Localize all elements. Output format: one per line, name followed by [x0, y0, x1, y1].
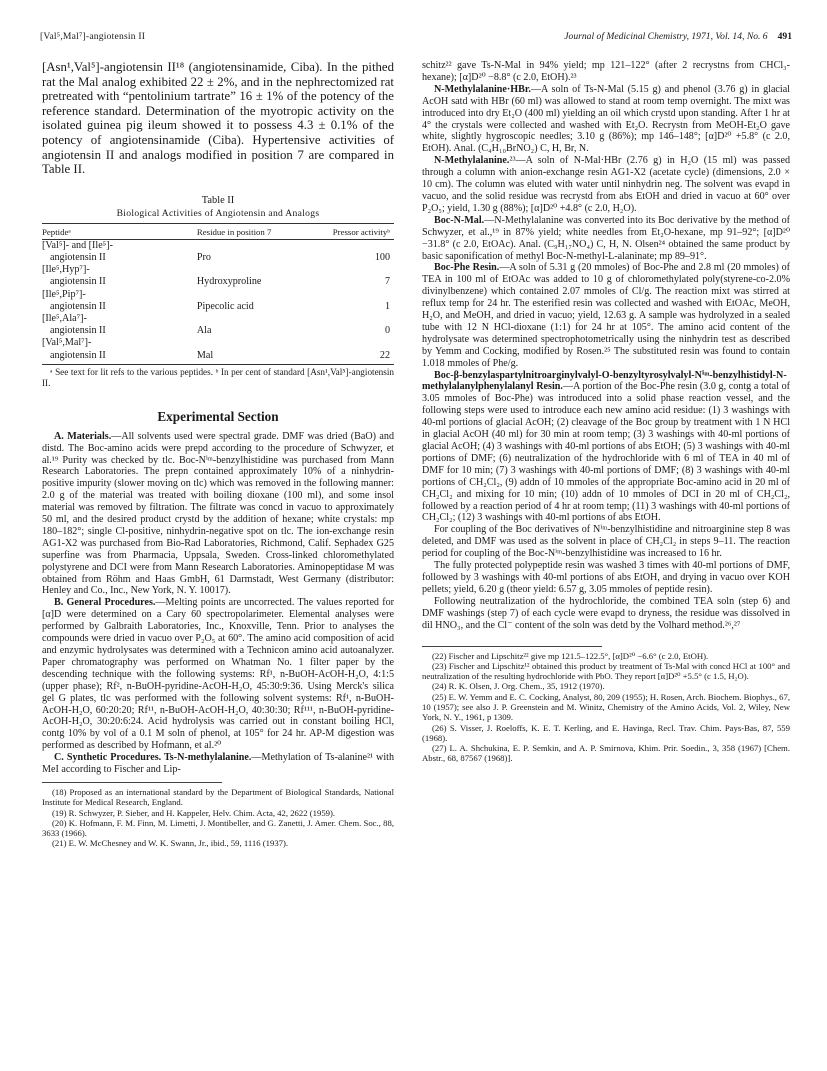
running-title: [Val⁵,Mal⁷]-angiotensin II	[40, 31, 146, 42]
activity-table	[42, 223, 394, 365]
table-row	[42, 350, 394, 365]
residue-cell: Ala	[196, 325, 212, 337]
footnote: (20) K. Hofmann, F. M. Finn, M. Limetti, J. Montibeller, and G. Zanetti, J. Amer. Chem. Soc., 88, 3633 (1966).	[42, 817, 394, 839]
general-procedures-text: —Melting points are uncorrected. The values reported for [α]D were determined on a Cary 60 spectropolarimeter. Elemental analyses were performed by Galbraith Laboratories, Inc., Knoxville, Tenn. Prior to analyses the compounds were dried in vacuo over P₂O₅ at 60°. The amino acid composition of acid and enzymic hydrolysates was determined with a Technicon amino acid autoanalyzer. Paper chromatography was performed on Whatman No. 1 filter paper by the descending technique with the following systems: Rf¹, n-BuOH-AcOH-H₂O, 4:1:5 (upper phase); Rf², n-BuOH-pyridine-AcOH-H₂O, 45:30:9:36. Using Merck's silica gel G plates, tlc was performed with the following solvent systems: Rf¹, n-BuOH-AcOH-H₂O, 60:20:20; Rf¹¹, n-BuOH-AcOH-H₂O, 40:30:30; Rf¹¹¹, n-BuOH-pyridine-AcOH-H₂O, 30:20:6:24. Acid hydrolysis was carried out in constant boiling HCl, contg 10% by vol of a 0.1 M soln of phenol, at 105° for 24 hr. AP-M digestion was performed as described by Hofmann, et al.²⁰	[42, 597, 394, 752]
activity-cell: 22	[379, 349, 390, 361]
journal-line: Journal of Medicinal Chemistry, 1971, Vol. 14, No. 6	[564, 31, 768, 42]
table-row	[42, 252, 394, 264]
peptide-cell: [Val⁵,Mal⁷]-	[42, 337, 92, 349]
table-row	[42, 264, 394, 276]
right-column	[422, 60, 790, 764]
peptide-cell: angiotensin II	[50, 251, 106, 263]
boc-mal-paragraph	[422, 215, 790, 263]
boc-mal-heading: Boc-N-Mal.	[434, 214, 485, 226]
peptide-resin-text: —A portion of the Boc-Phe resin (3.0 g, contg a total of 3.05 mmoles of Boc-Phe) was introduced into a solid phase reaction vessel, and the following steps were used to introduce each new amino acid residue: (1) 3 washings with 40-ml portions of glacial AcOH; (2) cleavage of the Boc group by treatment with 1 N HCl in glacial AcOH (40 ml) for 30 min at room temp; (3) 3 washings with 40-ml portions of glacial AcOH; (4) 3 washings with 40-ml portions of abs EtOH; (5) 3 washings with 40-ml portions of DMF; (6) neutralization of the hydrochloride with 6 ml of TEA in 40 ml of DMF for 10 min; (7) 3 washings with 40-ml portions of DMF; (8) 3 washings with 40-ml portions of CH₂Cl₂, (9) addn of 10 mmoles of the appropriate Boc-amino acid in 20 ml of CH₂Cl₂ and mixing for 10 min; (10) addn of 10 mmoles of DCI in 20 ml of CH₂Cl₂, followed by a reaction period of 4 hr at room temp; (11) 3 washings with 40-ml portions of CH₂Cl₂; (12) 3 washings with 40-ml portions of abs EtOH.	[422, 381, 790, 524]
col-header-residue: Residue in position 7	[197, 223, 324, 239]
table-caption: Biological Activities of Angiotensin and Analogs	[116, 207, 320, 219]
table-row	[42, 301, 394, 313]
coupling-paragraph: For coupling of the Boc derivatives of Nⁱᵐ-benzylhistidine and nitroarginine step 8 was deleted, and DMF was used as the solvent in place of CH₂Cl₂ in steps 9–11. The reaction period for coupling of the Boc-Nⁱᵐ-benzylhistidine was increased to 16 hr.	[422, 524, 790, 560]
journal-citation	[564, 31, 792, 42]
peptide-cell: [Ile⁵,Ala⁷]-	[42, 312, 87, 324]
footnote: (25) E. W. Yemm and E. C. Cocking, Analyst, 80, 209 (1955); H. Rosen, Arch. Biochem. Biophys., 67, 10 (1957); see also J. P. Greenstein and M. Winitz, Chemistry of the Amino Acids, Vol. 2, Wiley, New York, N. Y., 1961, p 1309.	[422, 691, 790, 723]
col-header-activity: Pressor activityᵇ	[324, 223, 394, 239]
methylalanine-text: ²³—A soln of N-Mal·HBr (2.76 g) in H₂O (15 ml) was passed through a column with anion-exchange resin AG1-X2 (acetate cycle) (dimensions, 2.0 × 10 cm). The column was eluted with water until ninhydrin neg. The solvent was evapd in vacuo, and the solid residue was recrystd from abs EtOH and dried in vacuo at 60° over P₂O₅; yield, 1.30 g (88%); [α]D²⁰ +4.8° (c 2.0, H₂O).	[422, 155, 790, 214]
footnote: (19) R. Schwyzer, P. Sieber, and H. Kappeler, Helv. Chim. Acta, 42, 2622 (1959).	[52, 807, 336, 818]
activity-cell: 100	[374, 251, 390, 263]
materials-paragraph	[42, 431, 394, 598]
activity-cell: 0	[384, 325, 390, 337]
table-row	[42, 313, 394, 325]
synthetic-procedures-heading: C. Synthetic Procedures. Ts-N-methylalanine.	[54, 752, 252, 764]
table-row	[42, 325, 394, 337]
methylalanine-paragraph	[422, 155, 790, 215]
activity-cell: 1	[384, 300, 390, 312]
synthetic-procedures-text: —Methylation of Ts-alanine²¹ with MeI according to Fischer and Lip-	[42, 752, 394, 776]
table-row	[42, 239, 394, 252]
col-header-peptide: Peptideᵃ	[42, 223, 197, 239]
running-header	[40, 31, 792, 47]
footnote: (27) L. A. Shchukina, E. P. Semkin, and A. P. Smirnova, Khim. Prir. Soedin., 3, 358 (1967) [Chem. Abstr., 68, 87567 (1968)].	[422, 743, 790, 764]
residue-cell: Hydroxyproline	[196, 276, 262, 288]
left-column	[42, 60, 394, 849]
footnote: (22) Fischer and Lipschitz²² give mp 121.5–122.5°, [α]D²⁰ −6.6° (c 2.0, EtOH).	[432, 650, 709, 661]
methylalanine-hbr-paragraph	[422, 84, 790, 155]
footnote-divider	[422, 646, 602, 647]
materials-heading: A. Materials.	[54, 430, 112, 442]
materials-text: —All solvents used were spectral grade. DMF was dried (BaO) and distd. The Boc-amino acids were prepd according to the procedure of Schwyzer, et al.¹⁹ Purity was checked by tlc. Boc-Nⁱᵐ-benzylhistidine was purchased from Mann Research Laboratories. The prepn contained approximately 10% of a ninhydrin-positive impurity (slower moving on tlc) which was removed in the following manner: 2.0 g of the material was treated with boiling dioxane (100 ml), and some insol material was removed by filtration. The filtrate was concd in vacuo to approximately 50 ml, and the desired product crystd by the addition of hexane; white crystals: mp 180–182°; single Cl-positive, ninhydrin-negative spot on tlc. The ion-exchange resin AG1-X2 was purchased from Bio-Rad Laboratories, Richmond, Calif. Sephadex G25 superfine was from Pharmacia, Uppsala, Sweden. Cross-linked chloromethylated polystyrene and DCI were from Mann Research Laboratories. Aminopeptidase M was obtained from Röhm and Haas GmbH, 61 Darmstadt, West Germany (distributor: Henley and Co., Inc., New York, N. Y. 10017).	[42, 430, 394, 597]
footnote: (18) Proposed as an international standard by the Department of Biological Standards, National Institute for Medical Research, England.	[42, 786, 394, 808]
footnote: (26) S. Visser, J. Roeloffs, K. E. T. Kerling, and E. Havinga, Recl. Trav. Chim. Pays-Bas, 87, 559 (1968).	[422, 722, 790, 743]
peptide-cell: angiotensin II	[50, 300, 106, 312]
table-header-row	[42, 223, 394, 239]
residue-cell: Pro	[196, 251, 211, 263]
peptide-cell: angiotensin II	[50, 325, 106, 337]
general-procedures-heading: B. General Procedures.	[54, 597, 156, 609]
intro-paragraph: [Asn¹,Val⁵]-angiotensin II¹⁸ (angiotensinamide, Ciba). In the pithed rat the Mal analog exhibited 22 ± 2%, and in the nephrectomized rat pretreated with “pentolinium tartrate” 16 ± 1% of the potency of the reference standard. Determination of the myotropic activity on the isolated guinea pig ileum showed it to possess 4.3 ± 0.1% of the potency of angiotensinamide (Ciba). Hypertensive activities of angiotensin II and analogs modified in position 7 are compared in Table II.	[42, 60, 394, 177]
peptide-cell: [Ile⁵,Pip⁷]-	[42, 288, 86, 300]
washing-paragraph: The fully protected polypeptide resin was washed 3 times with 40-ml portions of DMF, followed by 3 washings with 40-ml portions of abs EtOH, and drying in vacuo over KOH pellets; yield, 6.20 g (theor yield: 6.57 g, 3.05 mmoles of peptide resin).	[422, 560, 790, 595]
peptide-resin-paragraph	[422, 370, 790, 525]
page-number: 491	[777, 31, 792, 42]
table-footnote: ᵃ See text for lit refs to the various peptides. ᵇ In per cent of standard [Asn¹,Val⁵]-angiotensin II.	[42, 366, 394, 388]
table-title: Table II	[201, 194, 235, 206]
boc-mal-text: —N-Methylalanine was converted into its Boc derivative by the method of Schwyzer, et al.,¹⁹ in 87% yield; white needles from Et₂O-hexane, mp 91–92°; [α]D²⁰ −31.8° (c 2.0, EtOAc). Anal. (C₉H₁₇NO₄) C, H, N. Olsen²⁴ obtained the same product by basic saponification of methyl Boc-N-methyl-L-alaninate; mp 89–91°.	[422, 214, 790, 262]
footnote: (23) Fischer and Lipschitz¹² obtained this product by treatment of Ts-Mal with concd HCl at 100° and neutralization of the resulting hydrochloride with PbO. They report [α]D²⁰ +5.5° (c 1.5, H₂O).	[422, 660, 790, 682]
boc-phe-resin-heading: Boc-Phe Resin.	[434, 262, 500, 274]
methylalanine-heading: N-Methylalanine.	[434, 155, 510, 167]
neutralization-paragraph: Following neutralization of the hydrochloride, the combined TEA soln (step 6) and DMF washings (step 7) of each cycle were evapd to dryness, the residue was dissolved in dil HNO₃, and the Cl⁻ content of the soln was detd by the Volhard method.²⁶,²⁷	[422, 595, 790, 631]
footnote: (21) E. W. McChesney and W. K. Swann, Jr., ibid., 59, 1116 (1937).	[52, 838, 289, 849]
peptide-cell: angiotensin II	[50, 349, 106, 361]
activity-cell: 7	[384, 276, 390, 288]
table-row	[42, 276, 394, 288]
continuation-paragraph: schitz²² gave Ts-N-Mal in 94% yield; mp 121–122° (after 2 recrystns from CHCl₃-hexane); [α]D²⁰ −8.8° (c 2.0, EtOH).²³	[422, 60, 790, 83]
methylalanine-hbr-heading: N-Methylalanine·HBr.	[434, 83, 531, 95]
residue-cell: Pipecolic acid	[196, 300, 254, 312]
peptide-cell: [Val⁵]- and [Ile⁵]-	[42, 239, 113, 251]
boc-phe-resin-paragraph	[422, 262, 790, 369]
methylalanine-hbr-text: —A soln of Ts-N-Mal (5.15 g) and phenol (3.76 g) in glacial AcOH satd with HBr (60 ml) was allowed to stand at room temp overnight. The mixt was introduced into dry Et₂O (400 ml) yielding an oil which crystd upon standing. After 1 hr at 4° the crystals were collected and washed with Et₂O. Recrystn from MeOH-Et₂O gave white, slightly hygroscopic needles; 3.10 g (86%); mp 146–148°; [α]D²⁰ +5.8° (c 2.0, EtOH). Anal. (C₄H₁₀BrNO₂) C, H, Br, N.	[422, 83, 790, 155]
footnote: (24) R. K. Olsen, J. Org. Chem., 35, 1912 (1970).	[432, 681, 605, 692]
peptide-resin-heading: Boc-β-benzylaspartylnitroarginylvalyl-O-benzyltyrosylvalyl-Nⁱᵐ-benzylhistidyl-N-methylalanylphenylalanyl Resin.	[422, 369, 787, 393]
section-heading: Experimental Section	[157, 408, 279, 424]
table-row	[42, 337, 394, 349]
boc-phe-resin-text: —A soln of 5.31 g (20 mmoles) of Boc-Phe and 2.8 ml (20 mmoles) of TEA in 100 ml of EtOAc was added to 10 g of chloromethylated poly(styrene-co-2.0% divinylbenzene) which contained 2.07 mmoles of Cl/g. The reaction mixt was stirred at reflux temp for 24 hr. The esterified resin was collected and washed with EtOAc, MeOH, H₂O, and MeOH, and dried in vacuo; yield, 12.63 g. A sample was hydrolyzed in a sealed tube with 12 N HCl-dioxane (1:1) for 24 hr at 105°. The amino acid content of the hydrolysate was determined spectrophotometrically using the ninhydrin test as described by Yemm and Cocking, modified by Rosen.²⁵ The substituted resin was found to contain 1.018 mmoles of Phe/g.	[422, 262, 790, 369]
general-procedures-paragraph	[42, 597, 394, 752]
footnote-divider	[42, 782, 222, 783]
peptide-cell: angiotensin II	[50, 276, 106, 288]
synthetic-procedures-paragraph	[42, 752, 394, 776]
peptide-cell: [Ile⁵,Hyp⁷]-	[42, 264, 90, 276]
table-row	[42, 289, 394, 301]
residue-cell: Mal	[196, 349, 214, 361]
